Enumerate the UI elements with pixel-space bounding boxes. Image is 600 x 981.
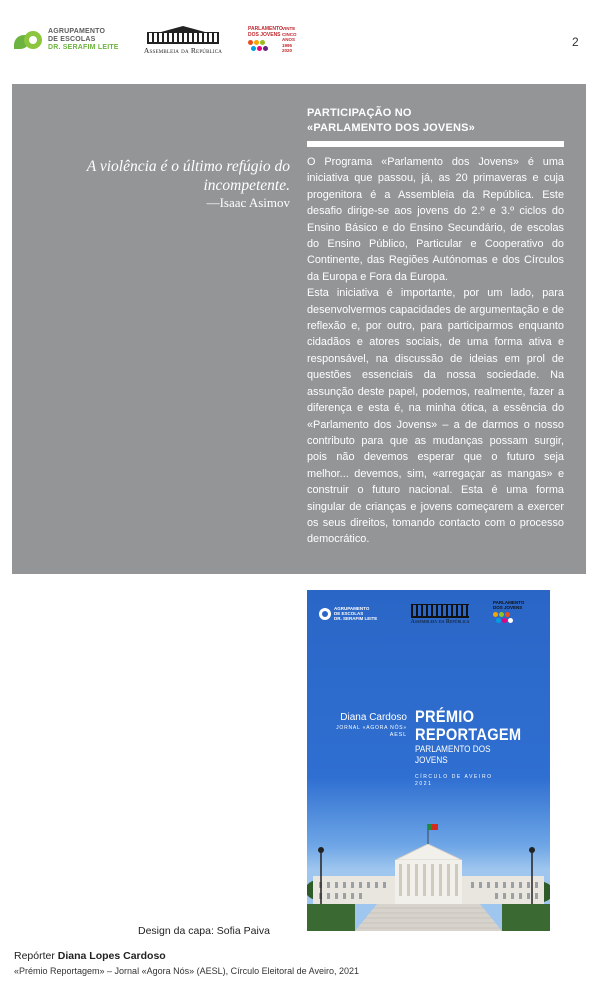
cover-logos (307, 600, 550, 630)
cover-pj-logo (493, 600, 533, 626)
aesl-logo-line2: DE ESCOLAS (48, 36, 96, 43)
cover-parliament-icon (411, 604, 469, 618)
cover-title-block (415, 708, 540, 788)
reporter-name: Diana Lopes Cardoso (57, 950, 166, 962)
pj-logo-years: VINTE CINCO ANOS 1995 2020 (282, 26, 297, 53)
title-underline-rule (307, 141, 564, 147)
cover-assembleia-text: Assembleia da República (410, 619, 470, 625)
portico (395, 860, 462, 904)
aesl-logo-line1: AGRUPAMENTO (48, 28, 106, 35)
cover-pj-line2: DOS JOVENS (493, 605, 523, 610)
cover-year: 2021 (415, 781, 433, 787)
cover-pj-dots-icon (493, 612, 517, 626)
cover-title-line1: PRÉMIO (415, 707, 475, 726)
cover-title-line2: REPORTAGEM (415, 725, 522, 744)
cover-pj-line1: PARLAMENTO (493, 600, 525, 605)
cover-journal: JORNAL «AGORA NÓS» (336, 725, 407, 731)
cover-subtitle: PARLAMENTO DOS JOVENS (415, 744, 491, 766)
cover-author-block (325, 712, 407, 739)
aesl-logo-line3: DR. SERAFIM LEITE (48, 44, 119, 51)
cover-circle: CÍRCULO DE AVEIRO (415, 774, 493, 780)
cover-school: AESL (389, 732, 407, 738)
assembleia-logo (142, 26, 224, 55)
parliament-photo (307, 818, 550, 931)
aesl-logo (14, 28, 119, 52)
reporter-label: Repórter (14, 950, 58, 962)
cover-assembleia-logo (407, 604, 473, 625)
source-caption: «Prémio Reportagem» – Jornal «Agora Nós» (AESL), Círculo Eleitoral de Aveiro, 2021 (14, 966, 360, 976)
pj-logo-line2: DOS JOVENS (248, 32, 281, 38)
reporter-credit (14, 950, 166, 962)
article-title-line2: «PARLAMENTO DOS JOVENS» (307, 122, 476, 134)
page-header (0, 0, 600, 70)
parliament-building-icon (147, 26, 219, 44)
cover-aesl-line1: AGRUPAMENTO (334, 606, 370, 611)
award-cover-image (307, 590, 550, 931)
cover-aesl-icon (319, 608, 331, 620)
cover-design-credit: Design da capa: Sofia Paiva (138, 925, 270, 937)
flag-red (432, 824, 438, 830)
page-number: 2 (572, 35, 579, 49)
aesl-leaf-icon (14, 29, 44, 51)
assembleia-logo-text: Assembleia da República (143, 46, 223, 55)
article-paragraph-2: Esta iniciativa é importante, por um lado, para desenvolvermos capacidades de argumentação e de reflexão e, por outro, para participarmos enquanto cidadãos e atores sociais, de uma forma ativa e responsável, na discussão de ideias em prol de questões essenciais da nossa sociedade. Na assunção deste papel, podemos, realmente, fazer a diferença e esta é, na minha ótica, a essência do «Parlamento dos Jovens» – a de darmos o nosso contributo para que as mudanças possam surgir, pois não devemos esperar que o futuro seja melhor... devemos, sim, «arregaçar as mangas» e construir o futuro nacional. Esta é uma forma singular de crianças e jovens começarem a exercer os seus direitos, tomando contacto com o processo democrático. (307, 287, 564, 546)
quote-author: —Isaac Asimov (206, 195, 290, 210)
article-paragraph-1: O Programa «Parlamento dos Jovens» é uma iniciativa que passou, já, as 20 primaveras e cuja progenitora é a Assembleia da República. Este desafio dirige-se aos jovens do 2.º e 3.º ciclos do Ensino Básico e do Ensino Secundário, de escolas do Ensino Público, Particular e Cooperativo do Continente, das Regiões Autónomas e dos Círculos da Europa e Fora da Europa. (307, 156, 564, 283)
pj-logo-line1: PARLAMENTO (248, 26, 283, 32)
flag-green (428, 824, 432, 830)
cover-aesl-line2: DE ESCOLAS (334, 611, 364, 616)
cover-aesl-line3: DR. SERAFIM LEITE (334, 616, 378, 621)
parlamento-jovens-logo (248, 26, 298, 53)
pj-dots-icon (248, 40, 270, 54)
cover-author-name: Diana Cardoso (340, 712, 407, 723)
quote-text: A violência é o último refúgio do incompetente. (86, 158, 290, 194)
article-panel (12, 84, 586, 574)
epigraph-quote (72, 157, 290, 211)
article-title-line1: PARTICIPAÇÃO NO (307, 107, 412, 119)
article-body (307, 106, 564, 548)
cover-aesl-logo (319, 606, 377, 621)
pediment (395, 844, 462, 860)
